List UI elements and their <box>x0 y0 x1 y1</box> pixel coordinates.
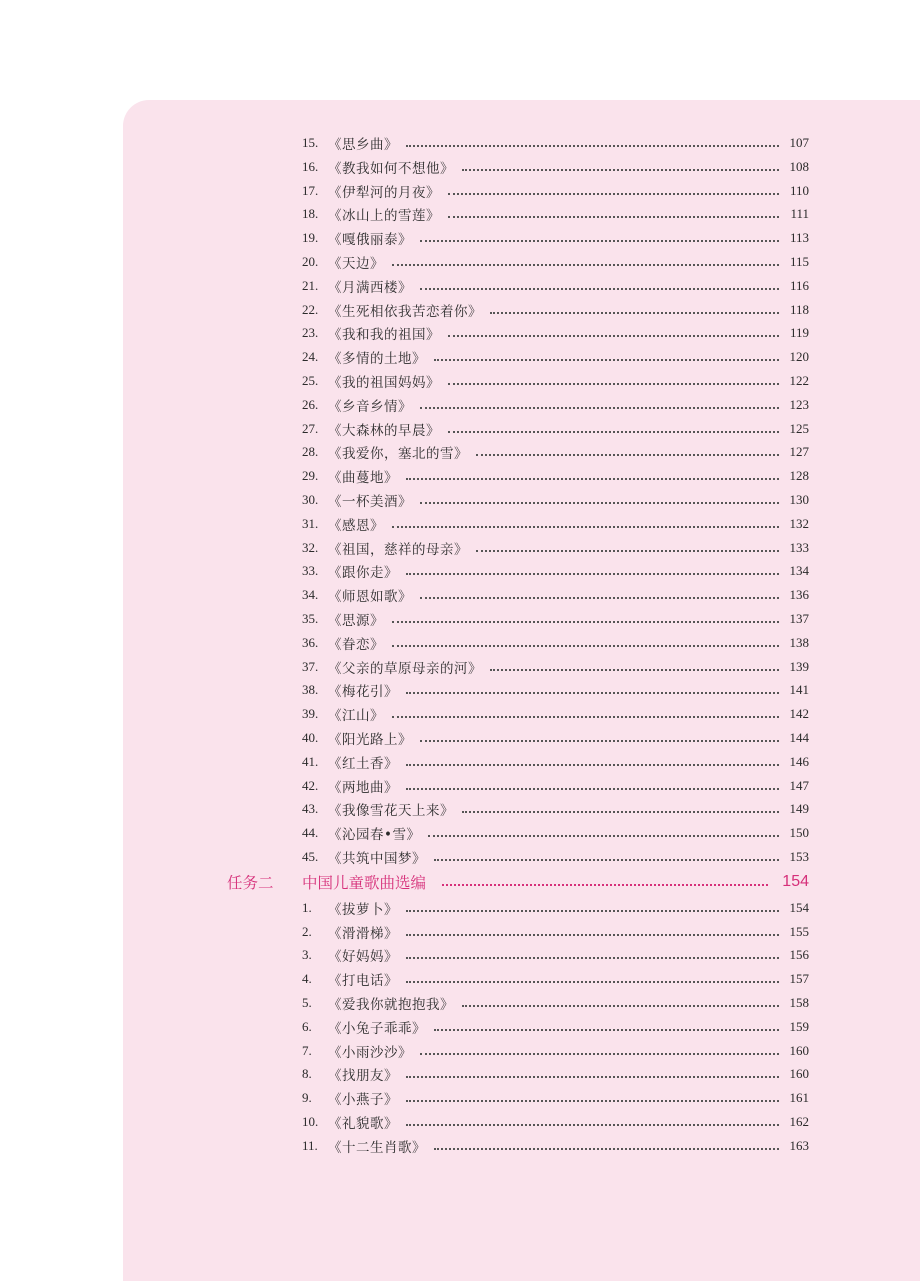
entry-page-number: 127 <box>789 444 809 460</box>
entry-title: 《祖国，慈祥的母亲》 <box>328 541 468 558</box>
entry-page-number: 108 <box>789 158 809 174</box>
entry-title: 《教我如何不想他》 <box>328 160 454 177</box>
entry-page-number: 137 <box>789 611 809 626</box>
dot-leader <box>392 264 779 266</box>
toc-entry[interactable] <box>302 845 809 869</box>
entry-number: 34. <box>302 587 319 603</box>
entry-title: 《江山》 <box>328 708 384 725</box>
entry-page-number: 160 <box>789 1042 809 1058</box>
entry-number: 42. <box>302 777 319 793</box>
dot-leader <box>406 1100 779 1102</box>
entry-title: 《十二生肖歌》 <box>328 1139 426 1156</box>
entry-number: 26. <box>302 396 319 412</box>
toc-entry[interactable] <box>302 274 809 298</box>
toc-entry[interactable] <box>302 896 809 920</box>
section-label: 任务二 <box>227 873 274 892</box>
toc-entry[interactable] <box>302 393 809 417</box>
entry-number: 5. <box>302 995 312 1010</box>
entry-title: 《找朋友》 <box>328 1068 398 1085</box>
toc-entry[interactable] <box>302 1062 809 1086</box>
entry-title: 《我像雪花天上来》 <box>328 803 454 820</box>
dot-leader <box>406 573 779 575</box>
entry-page-number: 155 <box>789 923 809 939</box>
entry-number: 6. <box>302 1018 312 1034</box>
entry-title: 《感恩》 <box>328 517 384 534</box>
toc-entry[interactable] <box>302 750 809 774</box>
entry-title: 《沁园春•雪》 <box>328 827 421 844</box>
dot-leader <box>420 288 779 290</box>
dot-leader <box>490 312 779 314</box>
dot-leader <box>420 597 779 599</box>
dot-leader <box>462 169 779 171</box>
section-title: 中国儿童歌曲选编 <box>302 873 427 892</box>
dot-leader <box>448 431 779 433</box>
entry-page-number: 139 <box>789 658 809 674</box>
entry-number: 18. <box>302 206 319 222</box>
entry-title: 《红土香》 <box>328 755 398 772</box>
entry-page-number: 162 <box>789 1114 809 1129</box>
dot-leader <box>442 884 768 886</box>
entry-title: 《嘎俄丽泰》 <box>328 232 412 249</box>
entry-number: 2. <box>302 923 312 939</box>
entry-number: 17. <box>302 182 319 198</box>
entry-title: 《拔萝卜》 <box>328 901 398 918</box>
entry-page-number: 157 <box>789 971 809 987</box>
dot-leader <box>406 981 779 983</box>
dot-leader <box>420 740 779 742</box>
entry-title: 《我爱你，塞北的雪》 <box>328 446 468 463</box>
entry-title: 《思乡曲》 <box>328 137 398 153</box>
entry-page-number: 141 <box>789 682 809 698</box>
toc-entry[interactable] <box>302 943 809 967</box>
entry-number: 16. <box>302 158 319 174</box>
entry-title: 《共筑中国梦》 <box>328 851 426 867</box>
toc-entry[interactable] <box>302 417 809 441</box>
dot-leader <box>406 1076 779 1078</box>
dot-leader <box>392 621 779 623</box>
toc-entry[interactable] <box>302 226 809 250</box>
entry-page-number: 119 <box>789 325 809 341</box>
dot-leader <box>434 1148 779 1150</box>
toc-entry[interactable] <box>302 678 809 702</box>
entry-title: 《梅花引》 <box>328 684 398 701</box>
entry-title: 《父亲的草原母亲的河》 <box>328 660 482 677</box>
entry-number: 44. <box>302 825 319 841</box>
toc-entry[interactable] <box>302 702 809 726</box>
dot-leader <box>406 934 779 936</box>
entry-number: 23. <box>302 325 319 341</box>
dot-leader <box>406 788 779 790</box>
entry-title: 《我和我的祖国》 <box>328 327 440 344</box>
entry-title: 《两地曲》 <box>328 779 398 796</box>
entry-number: 37. <box>302 658 319 674</box>
entry-title: 《一杯美酒》 <box>328 494 412 510</box>
entry-number: 29. <box>302 468 319 484</box>
dot-leader <box>392 526 779 528</box>
entry-page-number: 118 <box>789 301 809 317</box>
entry-number: 41. <box>302 753 319 769</box>
entry-title: 《伊犁河的月夜》 <box>328 184 440 201</box>
entry-number: 20. <box>302 254 319 269</box>
entry-page-number: 107 <box>789 135 809 150</box>
entry-page-number: 159 <box>789 1018 809 1034</box>
entry-title: 《阳光路上》 <box>328 732 412 748</box>
entry-page-number: 125 <box>789 420 809 436</box>
entry-page-number: 158 <box>789 995 809 1010</box>
toc-entry[interactable] <box>302 250 809 274</box>
dot-leader <box>476 550 779 552</box>
dot-leader <box>406 1124 779 1126</box>
entry-title: 《师恩如歌》 <box>328 589 412 606</box>
toc-entry[interactable] <box>302 179 809 203</box>
entry-page-number: 136 <box>789 587 809 603</box>
toc-entry[interactable] <box>302 726 809 750</box>
dot-leader <box>448 383 779 385</box>
entry-number: 25. <box>302 373 319 388</box>
entry-title: 《跟你走》 <box>328 565 398 582</box>
toc-entry[interactable] <box>302 345 809 369</box>
dot-leader <box>406 145 779 147</box>
section-page-number: 154 <box>782 872 809 890</box>
entry-number: 3. <box>302 947 312 963</box>
entry-title: 《天边》 <box>328 256 384 272</box>
toc-entry[interactable] <box>302 797 809 821</box>
entry-title: 《思源》 <box>328 613 384 629</box>
dot-leader <box>420 240 779 242</box>
dot-leader <box>462 811 779 813</box>
entry-title: 《小燕子》 <box>328 1092 398 1109</box>
entry-title: 《爱我你就抱抱我》 <box>328 997 454 1013</box>
toc-entry[interactable] <box>302 1015 809 1039</box>
entry-number: 39. <box>302 706 319 722</box>
toc-entry[interactable] <box>302 991 809 1015</box>
entry-number: 7. <box>302 1042 312 1058</box>
entry-number: 22. <box>302 301 319 317</box>
entry-number: 24. <box>302 349 319 365</box>
dot-leader <box>420 502 779 504</box>
toc-entry[interactable] <box>302 131 809 155</box>
dot-leader <box>448 193 779 195</box>
toc-entry[interactable] <box>302 488 809 512</box>
entry-title: 《小兔子乖乖》 <box>328 1020 426 1037</box>
toc-entry[interactable] <box>302 1134 809 1158</box>
entry-number: 31. <box>302 515 319 531</box>
entry-page-number: 110 <box>789 182 809 198</box>
toc-entry[interactable] <box>302 655 809 679</box>
entry-title: 《滑滑梯》 <box>328 925 398 942</box>
entry-number: 43. <box>302 801 319 817</box>
entry-number: 9. <box>302 1090 312 1106</box>
entry-title: 《打电话》 <box>328 973 398 990</box>
dot-leader <box>462 1005 779 1007</box>
entry-number: 40. <box>302 730 319 745</box>
toc-entry[interactable] <box>302 321 809 345</box>
toc-entry[interactable] <box>302 536 809 560</box>
dot-leader <box>434 1029 779 1031</box>
entry-title: 《大森林的早晨》 <box>328 422 440 439</box>
toc-entry[interactable] <box>302 1039 809 1063</box>
entry-page-number: 138 <box>789 634 809 650</box>
entry-page-number: 115 <box>789 254 809 269</box>
entry-page-number: 160 <box>789 1066 809 1082</box>
entry-page-number: 120 <box>789 349 809 365</box>
entry-page-number: 122 <box>789 373 809 388</box>
entry-title: 《生死相依我苦恋着你》 <box>328 303 482 320</box>
entry-title: 《小雨沙沙》 <box>328 1044 412 1061</box>
entry-number: 28. <box>302 444 319 460</box>
dot-leader <box>476 454 779 456</box>
entry-number: 38. <box>302 682 319 698</box>
toc-entry[interactable] <box>302 607 809 631</box>
entry-page-number: 123 <box>789 396 809 412</box>
dot-leader <box>406 764 779 766</box>
entry-number: 45. <box>302 849 319 864</box>
toc-entry[interactable] <box>302 464 809 488</box>
toc-entry[interactable] <box>302 967 809 991</box>
entry-page-number: 150 <box>789 825 809 841</box>
entry-page-number: 111 <box>790 206 809 222</box>
toc-entry[interactable] <box>302 440 809 464</box>
dot-leader <box>490 669 779 671</box>
toc-entry[interactable] <box>302 821 809 845</box>
entry-number: 11. <box>302 1137 318 1153</box>
dot-leader <box>392 716 779 718</box>
toc-entry[interactable] <box>302 1086 809 1110</box>
entry-number: 1. <box>302 899 312 915</box>
entry-number: 35. <box>302 611 319 626</box>
dot-leader <box>448 335 779 337</box>
toc-entry[interactable] <box>302 631 809 655</box>
entry-page-number: 153 <box>789 849 809 864</box>
entry-page-number: 147 <box>789 777 809 793</box>
entry-number: 21. <box>302 277 319 293</box>
dot-leader <box>448 216 779 218</box>
entry-page-number: 154 <box>789 899 809 915</box>
entry-page-number: 134 <box>789 563 809 579</box>
entry-number: 32. <box>302 539 319 555</box>
entry-page-number: 146 <box>789 753 809 769</box>
entry-number: 10. <box>302 1114 319 1129</box>
toc-entry[interactable] <box>302 155 809 179</box>
dot-leader <box>406 910 779 912</box>
entry-title: 《月满西楼》 <box>328 279 412 296</box>
dot-leader <box>406 957 779 959</box>
entry-number: 30. <box>302 492 319 507</box>
entry-number: 15. <box>302 135 319 150</box>
toc-entry[interactable] <box>302 512 809 536</box>
toc-entry[interactable] <box>302 583 809 607</box>
entry-title: 《好妈妈》 <box>328 949 398 966</box>
entry-page-number: 163 <box>789 1137 809 1153</box>
toc-entry[interactable] <box>302 920 809 944</box>
toc-entry[interactable] <box>302 559 809 583</box>
dot-leader <box>406 692 779 694</box>
toc-entry[interactable] <box>302 298 809 322</box>
toc-entry[interactable] <box>302 202 809 226</box>
entry-page-number: 156 <box>789 947 809 963</box>
entry-page-number: 132 <box>789 515 809 531</box>
dot-leader <box>428 835 779 837</box>
dot-leader <box>434 359 779 361</box>
entry-page-number: 161 <box>789 1090 809 1106</box>
dot-leader <box>434 859 779 861</box>
entry-number: 27. <box>302 420 319 436</box>
entry-page-number: 128 <box>789 468 809 484</box>
toc-entry[interactable] <box>302 1110 809 1134</box>
entry-title: 《我的祖国妈妈》 <box>328 375 440 391</box>
entry-page-number: 130 <box>789 492 809 507</box>
entry-number: 19. <box>302 230 319 246</box>
dot-leader <box>420 1053 779 1055</box>
dot-leader <box>406 478 779 480</box>
entry-title: 《多情的土地》 <box>328 351 426 368</box>
entry-page-number: 149 <box>789 801 809 817</box>
entry-page-number: 113 <box>789 230 809 246</box>
entry-title: 《乡音乡情》 <box>328 398 412 415</box>
dot-leader <box>392 645 779 647</box>
toc-entry[interactable] <box>302 369 809 393</box>
section-heading[interactable] <box>227 869 809 895</box>
toc-entry[interactable] <box>302 774 809 798</box>
entry-title: 《冰山上的雪莲》 <box>328 208 440 225</box>
entry-title: 《眷恋》 <box>328 636 384 653</box>
entry-page-number: 116 <box>789 277 809 293</box>
entry-number: 8. <box>302 1066 312 1082</box>
entry-page-number: 142 <box>789 706 809 722</box>
entry-title: 《礼貌歌》 <box>328 1116 398 1132</box>
entry-page-number: 144 <box>789 730 809 745</box>
entry-page-number: 133 <box>789 539 809 555</box>
entry-title: 《曲蔓地》 <box>328 470 398 487</box>
entry-number: 33. <box>302 563 319 579</box>
entry-number: 4. <box>302 971 312 987</box>
entry-number: 36. <box>302 634 319 650</box>
dot-leader <box>420 407 779 409</box>
